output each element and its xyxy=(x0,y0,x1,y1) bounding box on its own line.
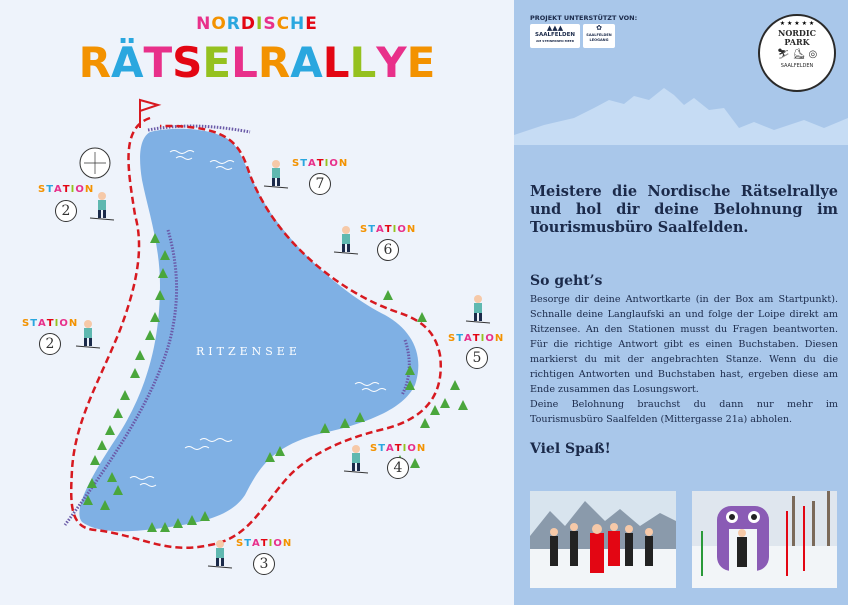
title-letter: S xyxy=(263,14,277,34)
station-letter: I xyxy=(54,318,60,329)
sponsor-1-mountain-icon: ▲▲▲ xyxy=(546,24,564,32)
photo-monster-illustration xyxy=(692,491,837,588)
title-letter: E xyxy=(202,38,232,87)
station-letter: O xyxy=(59,318,69,329)
logo-stars: ★ ★ ★ ★ ★ xyxy=(779,20,815,27)
title-letter: Ä xyxy=(110,38,144,87)
title-letter: E xyxy=(305,14,318,34)
sponsor-1-sub: AM STEINERNEN MEER xyxy=(535,39,575,43)
station-letter: T xyxy=(260,538,269,549)
title-letter: E xyxy=(406,38,436,87)
station-letter: O xyxy=(75,184,85,195)
sponsor-logo-leogang xyxy=(583,24,615,48)
photo-skiers-illustration xyxy=(530,491,676,588)
title-letter: N xyxy=(196,14,212,34)
logo-line-1: NORDIC xyxy=(778,28,816,38)
station-letter: I xyxy=(324,158,330,169)
lake-name: RITZENSEE xyxy=(196,345,301,358)
station-letter: T xyxy=(244,538,253,549)
station-letter: O xyxy=(407,443,417,454)
station-letter: A xyxy=(38,318,47,329)
station-letter: S xyxy=(22,318,31,329)
sponsor-2-sub: LEOGANG xyxy=(589,38,609,42)
station-number-7: 7 xyxy=(309,173,331,195)
station-label xyxy=(370,443,426,454)
station-letter: N xyxy=(416,443,427,454)
station-letter: N xyxy=(68,318,79,329)
station-letter: T xyxy=(472,333,481,344)
sponsor-logo-saalfelden xyxy=(530,24,580,48)
station-letter: T xyxy=(456,333,465,344)
station-letter: T xyxy=(62,184,71,195)
nordic-park-logo xyxy=(758,14,836,92)
title-letter: A xyxy=(290,38,323,87)
title-letter: S xyxy=(172,38,203,87)
title-letter: Y xyxy=(376,38,407,87)
sponsor-1-name: SAALFELDEN xyxy=(535,32,575,38)
station-letter: N xyxy=(338,158,349,169)
station-letter: T xyxy=(46,318,55,329)
station-letter: I xyxy=(480,333,486,344)
station-number-5: 5 xyxy=(466,347,488,369)
howto-text xyxy=(530,292,838,427)
title-letter: R xyxy=(78,38,111,87)
title-letter: L xyxy=(349,38,377,87)
station-letter: T xyxy=(378,443,387,454)
station-number-6: 6 xyxy=(377,239,399,261)
station-letter: A xyxy=(464,333,473,344)
station-letter: N xyxy=(84,184,95,195)
station-letter: S xyxy=(370,443,379,454)
title-letter: D xyxy=(240,14,256,34)
station-letter: O xyxy=(397,224,407,235)
station-letter: A xyxy=(376,224,385,235)
howto-heading: So geht’s xyxy=(530,273,603,289)
station-letter: N xyxy=(282,538,293,549)
howto-paragraph-2: Deine Belohnung brauchst du dann nur mehr im Tourismusbüro Saalfelden (Mittergasse 21a) abholen. xyxy=(530,399,838,425)
sponsor-label: PROJEKT UNTERSTÜTZT VON: xyxy=(530,14,638,22)
station-letter: O xyxy=(329,158,339,169)
title-letter: I xyxy=(255,14,264,34)
station-letter: I xyxy=(402,443,408,454)
title-letter: R xyxy=(257,38,291,87)
title-letter: L xyxy=(322,38,350,87)
station-letter: O xyxy=(273,538,283,549)
logo-sport-icons: ⛷ ⛸ ◎ xyxy=(776,49,818,60)
photo-monster-gate xyxy=(692,491,837,588)
intro-text: Meistere die Nordische Rätselrallye und hol dir deine Belohnung im Tourismusbüro Saalfelden. xyxy=(530,183,838,236)
station-letter: T xyxy=(30,318,39,329)
start-flag xyxy=(140,100,158,111)
photo-skiers xyxy=(530,491,676,588)
station-letter: T xyxy=(368,224,377,235)
station-letter: T xyxy=(384,224,393,235)
station-letter: S xyxy=(236,538,245,549)
sponsor-2-icon: ✿ xyxy=(596,24,602,32)
station-label xyxy=(360,224,416,235)
station-letter: S xyxy=(38,184,47,195)
station-label xyxy=(38,184,94,195)
title-letter: O xyxy=(211,14,227,34)
station-label xyxy=(22,318,78,329)
station-number-2b: 2 xyxy=(39,333,61,355)
station-letter: I xyxy=(392,224,398,235)
station-label xyxy=(236,538,292,549)
station-letter: A xyxy=(54,184,63,195)
station-letter: A xyxy=(308,158,317,169)
howto-paragraph-1: Besorge dir deine Antwortkarte (in der Box am Startpunkt). Schnalle deine Langlaufski an und folge der Loipe direkt am Ritzensee. An den Stationen musst du Fragen beantworten. Für die richtige Antwort gibt es einen Buchstaben. Diesen markierst du mit der angebrachten Stanze. Wenn du die richtigen Antworten und Buchstaben hast, ergeben diese am Ende zusammen das Losungswort. xyxy=(530,294,838,395)
closing-text: Viel Spaß! xyxy=(530,441,611,457)
title-letter: L xyxy=(231,38,258,87)
station-letter: S xyxy=(360,224,369,235)
station-letter: S xyxy=(292,158,301,169)
title-letter: H xyxy=(290,14,306,34)
station-letter: T xyxy=(300,158,309,169)
station-label xyxy=(448,333,504,344)
title-letter: C xyxy=(276,14,291,34)
logo-footer: SAALFELDEN xyxy=(780,63,814,69)
title-letter: T xyxy=(143,38,173,87)
info-panel xyxy=(514,0,848,605)
station-letter: N xyxy=(406,224,417,235)
station-letter: T xyxy=(46,184,55,195)
logo-line-2: PARK xyxy=(784,37,810,47)
station-label xyxy=(292,158,348,169)
station-number-2: 2 xyxy=(55,200,77,222)
station-letter: N xyxy=(494,333,505,344)
station-letter: I xyxy=(268,538,274,549)
station-number-3: 3 xyxy=(253,553,275,575)
sponsor-2-name: SAALFELDEN xyxy=(586,33,612,37)
station-letter: T xyxy=(394,443,403,454)
start-box-logo xyxy=(80,148,110,178)
station-letter: O xyxy=(485,333,495,344)
station-letter: S xyxy=(448,333,457,344)
station-letter: T xyxy=(316,158,325,169)
station-letter: A xyxy=(386,443,395,454)
station-number-4: 4 xyxy=(387,457,409,479)
station-letter: A xyxy=(252,538,261,549)
title-letter: R xyxy=(226,14,241,34)
station-letter: I xyxy=(70,184,76,195)
